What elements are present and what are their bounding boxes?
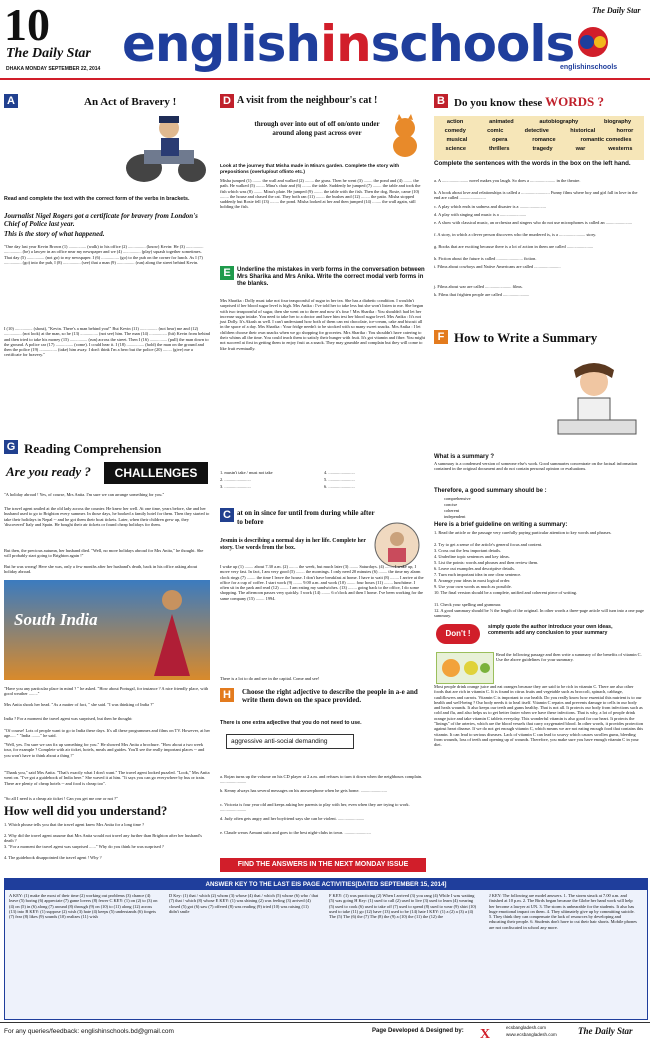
section-b-item-g: g. Books that are exciting because there is a lot of action in them are called ........................ xyxy=(434,244,594,249)
section-d-intro: through over into out of off on/onto under around along past across over xyxy=(254,120,380,137)
answer-key-col-4: J KEY: The following are model answers. 1. The storm struck at 7.00 a.m. and finished at 10 p.m. 2. The Birds began because the Globe her hand work will help her become a lawyer at UN. 3. The storm is unbearable for the students. It also has huge emotional impact on them. 4. They ultimately give up by committing suicide. 5. They think they can compensate the lack of resources by developing and educating their people. 6. Students don't have to cut their hair shorts. Mobile phones are not confiscated in school any more. xyxy=(489,893,637,930)
section-h-item-e: e. Claude wears Armani suits and goes to the best night-clubs in town. ........................ xyxy=(220,830,371,835)
section-h-item-a: a. Rojan turns up the volume on his CD player at 2 a.m. and refuses to turn it down when the neighbours complain. ........................ xyxy=(220,774,423,785)
section-f-passage: Most people drink orange juice and eat oranges because they are said to be rich in vitamin C. There are also other foods that are rich in vitamin C. It is found in citrus fruits and vegetable such as broccoli, spinach, cabbage, cauliflowers and carrots. Vitamin C is important to our health. Do you really know how essential this nutrient is to our health and well-being ? Our body needs it to heal itself. Vitamin C repairs and prevents damage to cells in our body and heals wounds. It also keeps our teeth and gums healthy. That is not all. It protects our body from infections such as cold and flu, and also helps us to get better faster when we have these infections. That is why, a lot of people drink orange juice and take vitamin C tablets everyday. This wonderful vitamin is also good for our heart. It protects the "linings" of the arteries, which are the blood vessels that carry oxygenated blood. In other words, it provides protection against heart disease. If we do not get enough vitamin C, which means we are not eating enough food that contains this vitamin. It can lead to serious diseases. Lack of vitamin C can lead to scurvy which causes swollen gums, bleeding from wounds, loss of teeth and opening up of wounds. Therefore, you make sure you have enough vitamin C in your diet. xyxy=(434,684,644,748)
section-f-guide-4: 4. Underline topic sentences and key ideas. xyxy=(434,554,510,559)
section-f-guide-3: 3. Cross out the less important details. xyxy=(434,548,502,553)
section-g-letter: G xyxy=(4,440,18,454)
brand-part-english: english xyxy=(122,15,320,73)
word-cell: biography xyxy=(604,119,632,125)
section-f-read-text: Read the following passage and then write a summary of the benefits of vitamin C. Use the above guidelines for your summary. xyxy=(496,652,642,663)
section-g-body-7: India ? For a moment the travel agent was surprised, but then he thought: xyxy=(4,716,133,721)
section-f-guide-10: 10. The final version should be a complete, unified and coherent piece of writing. xyxy=(434,590,578,595)
section-g-body-1: "A holiday abroad ! Yes, of course, Mrs Anita. I'm sure we can arrange something for you." xyxy=(4,492,165,497)
section-b-item-f: f. A story, in which a clever person discovers who the murdered is, is a ........................ story. xyxy=(434,232,597,237)
section-h-title: Choose the right adjective to describe the people in a-e and write them down on the space provided. xyxy=(242,688,418,705)
section-f-letter: F xyxy=(434,330,448,344)
section-f-guide-1: 1. Read the article or the passage very carefully paying particular attention to key words and phrases. xyxy=(434,530,612,535)
answer-key-col-2: D Key: (1) that / which (2) whom (3) whose (4) that / which (5) whose (6) who / that (7) that / which (8) whose E KEY: (1) was shining (2) was feeling (3) arrived (4) closed (5) got (6) saw (7) offered (8) was reading (9) tried (10) was raising (11) didn't smile xyxy=(169,893,319,914)
paper-name-right: The Daily Star xyxy=(592,6,641,15)
section-c-body: I wake up (1) ........ about 7.30 a.m. (2) ........ the week, but much later (3) ........ Saturdays. (4) ........ I wake up, I move very fast. In fact, I am very good (5) ........ the mornings. I only need 20 minutes (6) ........ the time my alarm clock rings (7) ........ the time I leave the house. I don't have breakfast at home. I have to wait (8) ........ I arrive at the office for a cup of coffee. I start work (9) ........ 9.00 a.m. and work (10) ........ four hours (11) ........ lunchtime. I often sit in the park and read (12) ........ I am eating my sandwiches. (13) ........ going back to the office, I do some shopping. The afternoon passes very quickly. I work (14) ........ 6 o'clock and then I home. I've been working for the same company (15) ........ 1994. xyxy=(220,564,424,601)
section-g-question-2: 2. Why did the travel agent assume that Mrs Anita would not travel any further than Brighton after her husband's death ? xyxy=(4,833,202,844)
section-h-item-d: d. Judy often gets angry and her boyfriend says she can be violent. ........................ xyxy=(220,816,365,821)
word-cell: romance xyxy=(532,137,556,143)
policeman-illustration-icon xyxy=(114,110,210,184)
section-f-guide-11: 11. Check your spelling and grammar. xyxy=(434,602,502,607)
section-a-body-1: "One day last year Kevin Brown (1) ................ (walk) to his office (2) ................ (know) Kevin: He (3) ................ ................ (be) a lawyer in an office near my newspaper and we (4) ................ (play) squash together sometimes. That day (5) ................ (not go) to my newspaper. I (6) ................ (go) to the pub on the corner for lunch. As I (7) ................ (go) into the pub, I (8) ................ (see) that a man (9) ................ (run) along the street behind Kevin. xyxy=(4,244,204,265)
date-line: DHAKA MONDAY SEPTEMBER 22, 2014 xyxy=(6,66,101,72)
word-cell: animated xyxy=(489,119,514,125)
cat-illustration-icon xyxy=(386,114,424,158)
section-g-challenges: CHALLENGES xyxy=(104,462,208,484)
footer-rule xyxy=(0,1022,650,1023)
section-b-title-prefix: Do you know these xyxy=(454,97,543,109)
dont-badge: Don't ! xyxy=(436,624,480,644)
section-c-body-2: There is a lot to do and see in the capital. Come and see! xyxy=(220,676,320,681)
section-g-body-4: But he was wrong! Here she was, only a few months after her husband's death, back in his office asking about holiday abroad. xyxy=(4,564,198,575)
section-a-title: An Act of Bravery ! xyxy=(84,96,177,108)
section-f-guide-7: 7. Turn each important idea in one clear sentence. xyxy=(434,572,522,577)
logo-caption: englishinschools xyxy=(560,64,618,71)
section-f xyxy=(434,330,646,850)
svg-text:X: X xyxy=(480,1027,491,1042)
section-f-guide-2: 2. Try to get a sense of the article's general focus and content. xyxy=(434,542,543,547)
ecs-logo-icon xyxy=(480,1024,502,1042)
word-cell: tragedy xyxy=(532,146,553,152)
section-e-body: Mrs Sharika : Dolly must take not four teaspoonful of sugar in her tea. She has a diabetic condition. I wouldn't surprised if her blood sugar level is high. Mrs Anika : I've told her to take less but she won't listen to me. She began with two teaspoonful of sugar, then she went on to three and now it's four ! Mrs Sharika : You shouldn't had let her increase sugar intake. You need to take her to a doctor and have him test her blood sugar level. Mrs Anika : It's not just Dolly. It's Akash as well. I can't understand how both of them can eat chocolate, ice-cream, cake and biscuit all in the space of a day. Mrs Sharika : Your fridge needn't to be stocked with so many sweet snacks. Mrs Anika : I let children choose their own snacks when we go shopping for groceries. Mrs Sharika : You shouldn't have catering to their whims all the time. You could teach them to satisfy their hunger with fruit. It's got vitamin and fibre. You might not succeed at first in getting them to enjoy fruit as a snack. They may grumble and complain but they will come to like fruit eventually. xyxy=(220,298,425,351)
word-cell: westerns xyxy=(608,146,633,152)
section-c-intro: Jesmin is describing a normal day in her life. Complete her story. Use words from the box. xyxy=(220,538,366,551)
word-cell: opera xyxy=(492,137,508,143)
section-b-word-box xyxy=(434,116,644,160)
section-b-item-d: d. A play with singing and music is a ........................ xyxy=(434,212,527,217)
brand-title xyxy=(122,14,574,74)
answer-key xyxy=(4,878,648,1020)
section-g-body-2: The travel agent smiled at the old lady across the counter. He knew her well. At one time, years before, she and her husband used to go to Brighton every summer. In those days, he booked a family hotel for them. Then they started to take their holidays in Nepal -- and he got them their boat tickets. Later, when their children grew up, they 'discovered' Italy and Spain. He bought their air tickets or found cheap holidays for them. xyxy=(4,506,210,527)
word-cell: autobiography xyxy=(539,119,579,125)
section-a-body-2: I (10) ................ (shout), "Kevin. There's a man behind you!" But Kevin (11) ................ (not hear) me and (12) ................ (not look) at the man, so he (13) ................ (not see) him. The man (14) ................ (hit) Kevin from behind and then tried to take his money (15) ................ (run) across the street. Then I (16) ................ (pull) the man down to the ground. A police car (17) ................ (come). I could hear it. I (18) ................ (hold) the man on the ground and then the police (19) ................ (take) him away. I don't think I'm a hero but the police (20) ........ (give) me a certificate for bravery." xyxy=(4,326,210,358)
section-g-body-8: "Of course! Lots of people want to go to India these days. It's all these programmes and films on TV. However, at her age..... " "India ........" he said. xyxy=(4,728,210,739)
section-f-guide-6: 6. Leave out examples and descriptive details. xyxy=(434,566,515,571)
word-row-4 xyxy=(434,145,644,154)
section-b-item-h: h. Fiction about the future is called ........................ fiction. xyxy=(434,256,537,261)
section-d-instruction: Look at the journey that Misha made in Mina's garden. Complete the story with prepositions (over/up/out of/into etc.) xyxy=(220,164,400,175)
section-f-what-body: A summary is a condensed version of someone else's work. Good summaries concentrate on the factual information contained in the original document and do not contain personal opinion or evaluations. xyxy=(434,461,638,472)
section-e-answer-4: 4. ........................ xyxy=(324,470,355,475)
section-b xyxy=(434,94,646,324)
section-b-item-k: k. Films that frighten people are called ........................ xyxy=(434,292,530,297)
answers-banner: FIND THE ANSWERS IN THE NEXT MONDAY ISSUE xyxy=(220,858,426,872)
section-f-guide-title: Here is a brief guideline on writing a summary: xyxy=(434,522,568,528)
word-row-2 xyxy=(434,127,644,136)
page-number: 10 xyxy=(4,0,50,50)
answer-key-title: ANSWER KEY TO THE LAST EIS PAGE ACTIVITIES[DATED SEPTEMBER 15, 2014] xyxy=(5,879,647,890)
section-b-item-i: i. Films about cowboys and Native Americans are called ........................ xyxy=(434,264,561,269)
brand-part-in: in xyxy=(319,15,371,73)
girl-illustration-icon xyxy=(370,520,424,570)
word-cell: musical xyxy=(446,137,468,143)
section-e-answer-3: 3. ........................ xyxy=(220,484,251,489)
section-f-good-1: comprehensive xyxy=(444,496,471,501)
footer-paper-name: The Daily Star xyxy=(578,1026,633,1036)
section-b-item-c: c. A play which ends in sadness and disaster is a ........................ xyxy=(434,204,546,209)
section-g-body-9: "Well, yes. I'm sure we can fix up something for you." He showed Mrs Anita a brochure. "How about a two week tour, for example ? Complete with air ticket, hotels, meals and guides. You'll see the really important places -- and you won't have to think about a thing !" xyxy=(4,742,205,758)
section-e-letter: E xyxy=(220,266,234,280)
section-a-sub: This is the story of what happened. xyxy=(4,230,105,238)
section-a-instruction: Read and complete the text with the correct form of the verbs in brackets. xyxy=(4,196,190,202)
word-cell: action xyxy=(446,119,464,125)
answer-key-col-1: A KEY: (1) make the most of their time (2) working out problems (3) chance (4) leave (5) boring (6) appreciate (7) game lovers (8) fewer C KEY: (1) on (2) to (3) on (4) on (5) in (6) along (7) around (8) through (9) on (10) to (11) along (12) across (13) into B KEY: (1) suppose (2) wish (3) hate (4) keeps (5) understands (6) forgets (7) fear (8) likes (9) sounds (10) realizes (11) wish xyxy=(9,893,158,920)
section-g-ready: Are you ready ? xyxy=(6,464,91,479)
footer-feedback: For any queries/feedback: englishinschools.bd@gmail.com xyxy=(4,1028,174,1035)
section-e-title: Underline the mistakes in verb forms in the conversation between Mrs Sharika and Mrs Anika. Write the correct modal verb forms in the blanks. xyxy=(237,267,425,288)
section-d-letter: D xyxy=(220,94,234,108)
section-g-body-6: Mrs Anita shook her head. "As a matter of fact, " she said. "I was thinking of India ?" xyxy=(4,702,154,707)
section-d-title: A visit from the neighbour's cat ! xyxy=(237,95,378,106)
section-e-answer-6: 6. ........................ xyxy=(324,484,355,489)
word-cell: comic xyxy=(487,128,504,134)
section-h-note: There is one extra adjective that you do not need to use. xyxy=(220,720,362,726)
section-g-question-3: 3. "For a moment the travel agent was surprised ......" Why do you think he was surprised ? xyxy=(4,844,164,849)
section-b-item-a: a. A ........................ novel makes you laugh. So does a ....................... in the theatre. xyxy=(434,178,581,183)
section-e-answer-2: 2. ........................ xyxy=(220,477,251,482)
word-cell: science xyxy=(445,146,466,152)
footer-designed-by: Page Developed & Designed by: xyxy=(372,1028,464,1034)
section-f-guide-5: 5. List the points: words and phrases and then review them. xyxy=(434,560,539,565)
dont-text: simply quote the author introduce your own ideas, comments add any conclusion to your summary xyxy=(488,624,613,637)
section-b-title xyxy=(454,94,604,110)
section-c xyxy=(220,508,426,684)
section-a-letter: A xyxy=(4,94,18,108)
section-g-question-title: How well did you understand? xyxy=(4,804,168,818)
section-f-good-2: concise xyxy=(444,502,458,507)
section-c-title: at on in since for until from during while after to before xyxy=(237,509,375,526)
word-cell: romantic comedies xyxy=(580,137,632,143)
paper-name: The Daily Star xyxy=(6,46,91,61)
footer-contact-1: ecsbangladesh.com xyxy=(506,1025,547,1030)
brand-part-schools: schools xyxy=(370,15,575,73)
section-g-body-5: "Have you any particular place in mind ? " he asked. "How about Portugal, for instance ? A nice friendly place, with good weather ........" xyxy=(4,686,209,697)
section-h-letter: H xyxy=(220,688,234,702)
section-b-title-word: WORDS ? xyxy=(545,94,604,109)
section-g-question-1: 1. Which phrase tells you that the travel agent knew Mrs Anita for a long time ? xyxy=(4,822,145,827)
section-f-guide-9: 9. Use your own words as much as possible. xyxy=(434,584,512,589)
section-g-title: Reading Comprehension xyxy=(24,441,162,456)
word-cell: thrillers xyxy=(488,146,510,152)
word-row-1 xyxy=(434,118,644,127)
section-f-guide-8: 8. Arrange your ideas in most logical order. xyxy=(434,578,511,583)
section-e xyxy=(220,266,426,506)
south-india-poster xyxy=(4,580,210,680)
section-e-answer-1: 1. mustn't take / must not take xyxy=(220,470,273,475)
section-h-word-box: aggressive anti-social demanding xyxy=(226,734,354,749)
word-cell: comedy xyxy=(444,128,466,134)
word-cell: detective xyxy=(524,128,549,134)
section-g-question-4: 4. The guidebook disappointed the travel agent ! Why ? xyxy=(4,855,102,860)
vitamin-c-graphic-icon xyxy=(436,652,494,684)
south-india-poster-title: South India xyxy=(14,610,98,629)
section-d-body: Misha jumped (1) ........ the wall and walked (2) ........ the grass. Then he went (3) ........ the pond and (4) ........ the path. He walked (5) ........ Mina's chair and (6) ........ the table. Suddenly he jumped (7) ........ the table and took the fish which was (8) ........ Mina's plate. He jumped (9) ........ the table with the fish. Then the dog, Rosie, came (10) ........ the house and chased the cat. They both ran (11) ........ the bushes and (12) ........ the patio. Misha stopped suddenly but Rosie fell (13) ........ the pond. Misha looked at her and then jumped (14) ........ the wall again, still holding the fish. xyxy=(220,178,421,210)
section-f-good-title: Therefore, a good summary should be : xyxy=(434,488,547,494)
section-a-headline: Journalist Nigel Rogers got a certificate for bravery from London's Chief of Police last year. xyxy=(4,212,198,228)
section-b-instruction: Complete the sentences with the words in the box on the left hand. xyxy=(434,160,631,167)
brand-logo-icon xyxy=(548,22,638,62)
section-h xyxy=(220,686,426,846)
section-g-body-11: "So all I need is a cheap air ticket ! Can you get me one or not ?" xyxy=(4,796,118,801)
section-b-item-e: e. A show with classical music, an orchestra and singers who do not use microphones is called an ........................ xyxy=(434,220,633,225)
dancer-figure-icon xyxy=(144,586,200,676)
answer-key-col-3: F KEY: (1) was practicing (2) When I arrived (3) you rang (4) While I was waiting (5) was going H Key: (1) used to call (2) used to live (3) used to learn (4) wearing (5) used to cook (6) used to take off (7) used to spend (8) used to wear (9) shirt (10) used to take (11) go (12) have (13) used to be (14) hate I KEY: (1) a (2) a (3) a (4) The (5) The (6) the (7) The (8) the (9) a (10) the (11) the (12) the xyxy=(329,893,477,920)
word-cell: war xyxy=(575,146,586,152)
section-c-letter: C xyxy=(220,508,234,522)
section-f-guide-12: 12. A good summary should be ⅓ the length of the original. In other words a three-page article will turn into a one page summary. xyxy=(434,608,644,619)
section-d xyxy=(220,94,426,264)
section-f-what-title: What is a summary ? xyxy=(434,454,495,460)
section-f-good-4: independent xyxy=(444,514,466,519)
footer-contact-2: www.ecsbangladesh.com xyxy=(506,1032,557,1037)
section-g-body-3: But then, the precious autumn, her husband died. "Well, no more holidays abroad for Mrs Anita," he thought. She will probably start going to Brighton again !" xyxy=(4,548,204,559)
word-cell: horror xyxy=(616,128,634,134)
section-f-good-3: coherent xyxy=(444,508,460,513)
section-h-item-c: c. Victoria is four year old and keeps asking her parents to play with her, even when they are trying to work. ........................ xyxy=(220,802,410,813)
word-row-3 xyxy=(434,136,644,145)
section-b-letter: B xyxy=(434,94,448,108)
section-h-item-b: b. Kenny always has several messages on his answerphone when he gets home. ........................ xyxy=(220,788,387,793)
section-g-body-10: "Thank you," said Mrs Anita. "That's exactly what I don't want." The travel agent looked puzzled. "Look," Mrs Anita went on. "I've got a guidebook of India here." She waved it at him. "It says you can go everywhere by bus or train. There are plenty of cheap hotels -- and food is cheap too". xyxy=(4,770,210,786)
section-f-title: How to Write a Summary xyxy=(454,330,598,345)
section-e-answer-5: 5. ........................ xyxy=(324,477,355,482)
section-b-item-j: j. Films about war are called ........................ films. xyxy=(434,284,523,289)
section-a xyxy=(4,94,212,434)
header-rule xyxy=(0,78,650,80)
word-cell: historical xyxy=(570,128,596,134)
writing-child-illustration-icon xyxy=(554,358,640,446)
section-b-item-b: b. A book about love and relationships is called a .......................... Funny films where boy and girl fall in love in the end are called ........................ xyxy=(434,190,638,201)
